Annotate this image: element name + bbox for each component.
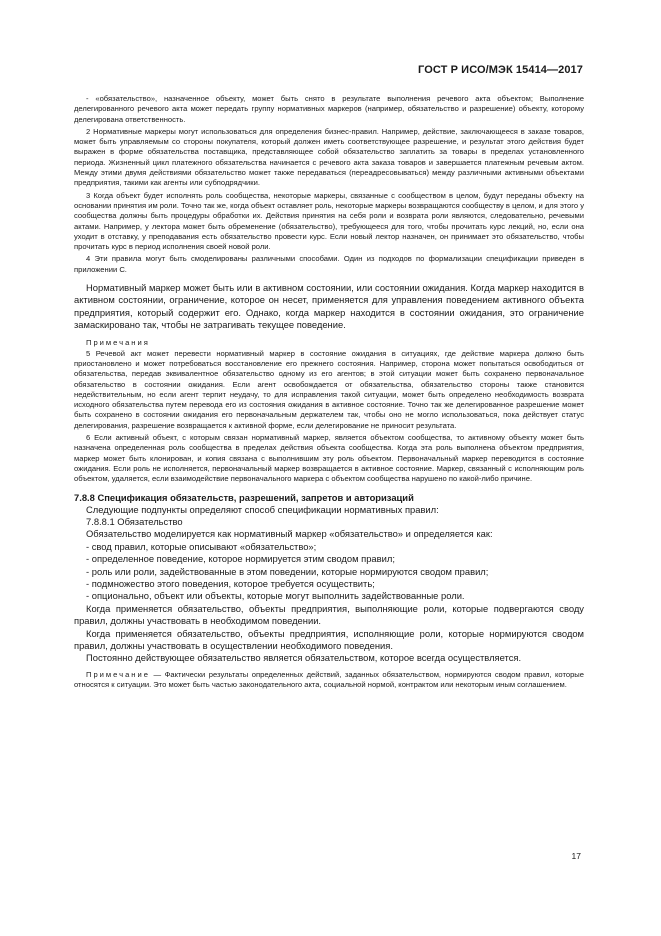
body-paragraph: Постоянно действующее обязательство является обязательством, которое всегда осуществляется. bbox=[86, 652, 522, 664]
section-intro: Следующие подпункты определяют способ спецификации нормативных правил: bbox=[86, 503, 439, 515]
definition-paragraph: Обязательство моделируется как нормативный маркер «обязательство» и определяется как: bbox=[86, 528, 493, 540]
page-content bbox=[74, 94, 584, 690]
section-heading: 7.8.8 Спецификация обязательств, разрешений, запретов и авторизаций bbox=[74, 491, 414, 503]
definition-list bbox=[74, 541, 584, 603]
standard-code: ГОСТ Р ИСО/МЭК 15414—2017 bbox=[418, 64, 583, 76]
notes-label: Примечания bbox=[86, 337, 150, 347]
list-item: - роль или роли, задействованные в этом поведении, которые нормируются сводом правил; bbox=[86, 565, 489, 577]
note-paragraph: 4 Эти правила могут быть смоделированы различными способами. Один из подходов по формализации спецификации приведен в приложении С. bbox=[74, 254, 584, 274]
note-paragraph: - «обязательство», назначенное объекту, может быть снято в результате выполнения речевого акта объектом; Выполнение делегированного речевого акта может передать группу нормативных маркеров (например, обязательство и разрешение) объекту, которому делегирована ответственность. bbox=[74, 94, 584, 124]
body-paragraph: Когда применяется обязательство, объекты предприятия, выполняющие роли, которые подвергаются своду правил, должны участвовать в необходимом поведении. bbox=[74, 602, 584, 627]
final-note bbox=[74, 670, 584, 691]
page-number: 17 bbox=[571, 851, 581, 861]
subsection-heading: 7.8.8.1 Обязательство bbox=[86, 515, 183, 527]
final-note-label: Примечание bbox=[86, 669, 150, 679]
note-paragraph: 5 Речевой акт может перевести нормативный маркер в состояние ожидания в ситуациях, где действие маркера должно быть приостановлено и может потребоваться восстановление его прежнего состояния. Например, сторона может попытаться освободиться от обязательства, передав эквивалентное обязательство одному из его агентов; в этой ситуации может быть сохранено первоначальное обязательство в состоянии ожидания. Если агент освобождается от обязательства, обязательство стороны также становится недействительным, но если агент терпит неудачу, то для исправления такой ситуации, может быть определено необходимость возврата исходного обязательства путем перевода его из состояния ожидания в активное состояние. Точно так же делегированное разрешение может быть сохранено в состоянии ожидания его первоначальным держателем так, чтобы оно не могло использоваться, пока действует статус делегирования, разрешение возвращается к активной форме, если делегирование не приносит результата. bbox=[74, 348, 584, 430]
list-item: - определенное поведение, которое нормируется этим сводом правил; bbox=[86, 553, 395, 565]
list-item: - свод правил, которые описывают «обязательство»; bbox=[86, 540, 317, 552]
body-paragraph: Когда применяется обязательство, объекты предприятия, исполняющие роли, которые нормируются сводом правил, должны участвовать в осуществлении необходимого поведения. bbox=[74, 627, 584, 651]
list-item: - подмножество этого поведения, которое требуется осуществить; bbox=[86, 577, 375, 589]
list-item: - опционально, объект или объекты, которые могут выполнить задействованные роли. bbox=[86, 590, 465, 602]
note-paragraph: 2 Нормативные маркеры могут использоваться для определения бизнес-правил. Например, действие, заключающееся в заказе товаров, может быть управляемым со стороны покупателя, который должен иметь соответствующее разрешение, и результат этого действия будет выражен в форме обязательства поставщика, представляющее собой обязательство заплатить за товары в пределах установленного периода. Жизненный цикл платежного обязательства начинается с речевого акта заказа товаров и завершается платежным речевым актом. Между этими двумя действиями обязательство может также передаваться (переадресовываться) между различными активными объектами предприятия, такими как агенты или субподрядчики. bbox=[74, 126, 584, 188]
note-paragraph: 3 Когда объект будет исполнять роль сообщества, некоторые маркеры, связанные с сообществом в целом, будут переданы объекту на основании принятия им роли. Точно так же, когда объект оставляет роль, некоторые маркеры возвращаются сообществу в целом, и для этого у сообщества должны быть процедуры обработки их. Действия принятия на себя роли и возврата роли являются, следовательно, речевыми актами. Например, у лектора может быть обременение (обязательство), требующееся для того, чтобы прочитать курс лекций, но, если она уходит в отставку, у преподавания есть обязательство провести курс. Если новый лектор назначен, он принимает это обязательство, чтобы прочитать курс в период исполнения своей новой роли. bbox=[74, 190, 584, 252]
note-paragraph: 6 Если активный объект, с которым связан нормативный маркер, является объектом сообщества, то активному объекту может быть назначена определенная роль сообщества в пределах действия объекта сообщества. Когда эта роль выполнена объектом предприятия, маркер может быть клонирован, и копия связана с выполнившим эту роль объектом. Первоначальный маркер переводится в состояние ожидания. Если роль не исполняется, первоначальный маркер возвращается в активное состояние. Маркер, связанный с исполняющим роль объектом, удаляется, если взаимодействие первоначального маркера с объектом сообщества нарушено по какой-либо причине. bbox=[74, 433, 584, 484]
final-note-text: — Фактически результаты определенных действий, заданных обязательством, нормируются сводом правил, которые относятся к ситуации. Это может быть частью законодательного акта, социальной нормой, контрактом или некоторым иным соглашением. bbox=[74, 669, 584, 690]
body-paragraph: Нормативный маркер может быть или в активном состоянии, или состоянии ожидания. Когда маркер находится в активном состоянии, ограничение, которое он несет, применяется для управления поведением активного объекта предприятия, который содержит его. Однако, когда маркер находится в состоянии ожидания, это ограничение замаскировано так, чтобы не затрагивать текущее поведение. bbox=[74, 282, 584, 331]
